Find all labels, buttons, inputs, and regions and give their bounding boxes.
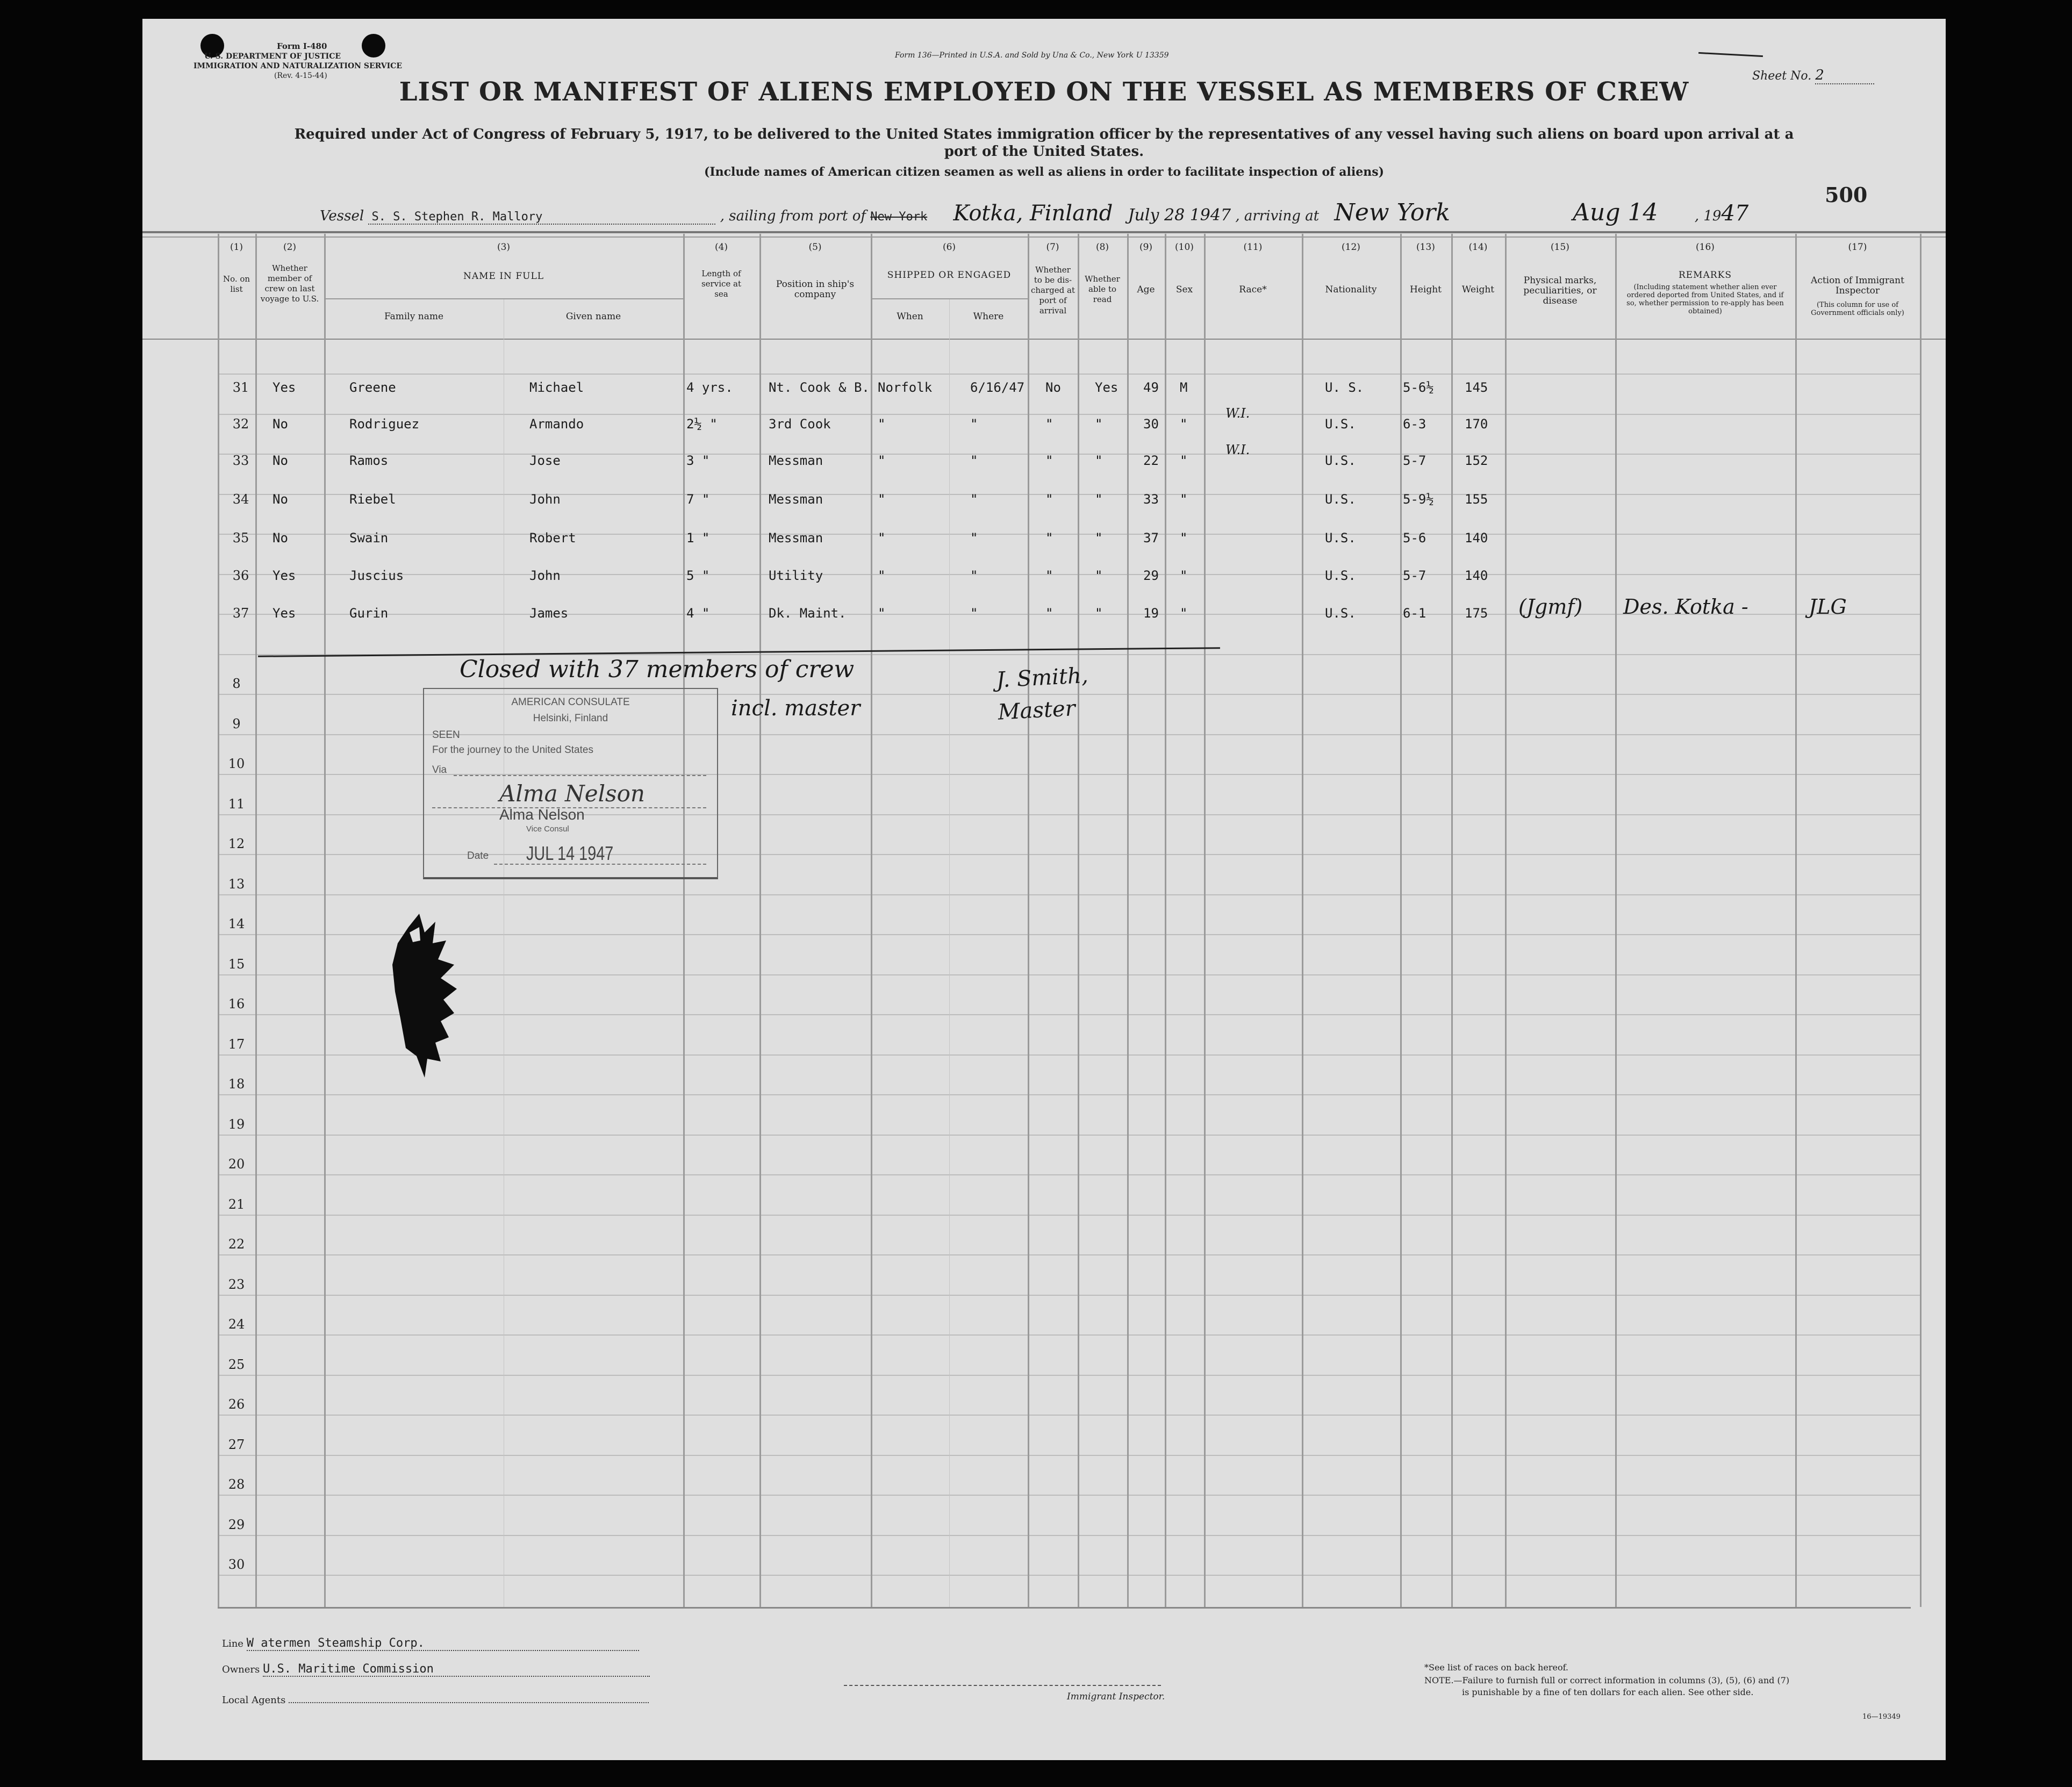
row-nationality: U.S. bbox=[1325, 453, 1356, 468]
row-age: 22 bbox=[1143, 453, 1159, 468]
col-header-discharged: Whether to be dis-charged at port of arrival bbox=[1031, 265, 1075, 315]
blank-row-number: 26 bbox=[228, 1397, 245, 1412]
blank-row-number: 20 bbox=[228, 1157, 245, 1172]
table-top-border-2 bbox=[142, 236, 1946, 238]
table-row bbox=[142, 524, 1946, 556]
blank-row-number: 9 bbox=[232, 716, 241, 731]
row-family-name: Ramos bbox=[349, 453, 389, 468]
row-action: JLG bbox=[1809, 595, 1847, 619]
stamp-line-1: AMERICAN CONSULATE bbox=[511, 697, 630, 708]
row-last-voyage: No bbox=[273, 417, 288, 432]
blank-row-number: 19 bbox=[228, 1116, 245, 1132]
row-line bbox=[218, 894, 1922, 895]
stamp-date: JUL 14 1947 bbox=[526, 842, 614, 864]
row-line bbox=[218, 974, 1922, 975]
stamp-name: Alma Nelson bbox=[499, 806, 585, 823]
row-nationality: U.S. bbox=[1325, 417, 1356, 432]
row-when: Norfolk bbox=[878, 380, 933, 395]
row-when: " bbox=[878, 417, 886, 432]
row-height: 5-6½ bbox=[1403, 380, 1434, 395]
row-service: 5 " bbox=[686, 568, 710, 583]
row-last-voyage: No bbox=[273, 492, 288, 507]
col-header-height: Height bbox=[1410, 284, 1442, 295]
col-num: (3) bbox=[497, 242, 511, 253]
col-num: (6) bbox=[942, 242, 956, 253]
stamp-line-2: Helsinki, Finland bbox=[533, 713, 608, 724]
subtitle-line-1: Required under Act of Congress of February 5, 1917, to be delivered to the United States immigration officer by the representatives of any vessel having such aliens on board upon arrival at a bbox=[294, 126, 1794, 142]
col-num: (11) bbox=[1243, 242, 1263, 253]
row-weight: 152 bbox=[1465, 453, 1488, 468]
vessel-line bbox=[320, 199, 1825, 226]
row-position: 3rd Cook bbox=[769, 417, 831, 432]
row-service: 7 " bbox=[686, 492, 710, 507]
races-note: *See list of races on back hereof. bbox=[1424, 1662, 1569, 1673]
row-no: 33 bbox=[232, 453, 249, 468]
row-no: 35 bbox=[232, 530, 249, 546]
stamp-seen: SEEN bbox=[432, 729, 460, 741]
row-where: 6/16/47 bbox=[970, 380, 1025, 395]
blank-row-number: 29 bbox=[228, 1517, 245, 1532]
row-discharged: " bbox=[1045, 568, 1053, 583]
col-header-position: Position in ship's company bbox=[776, 279, 855, 300]
row-weight: 140 bbox=[1465, 530, 1488, 546]
row-family-name: Juscius bbox=[349, 568, 404, 583]
year-suffix: 47 bbox=[1721, 201, 1749, 226]
row-read: " bbox=[1095, 530, 1103, 546]
row-family-name: Rodriguez bbox=[349, 417, 420, 432]
row-when: " bbox=[878, 568, 886, 583]
row-line bbox=[218, 1094, 1922, 1095]
row-position: Utility bbox=[769, 568, 823, 583]
row-height: 5-7 bbox=[1403, 453, 1426, 468]
row-line bbox=[218, 1375, 1922, 1376]
fine-note-2: is punishable by a fine of ten dollars for each alien. See other side. bbox=[1462, 1687, 1754, 1697]
row-sex: " bbox=[1180, 568, 1188, 583]
row-line bbox=[218, 1014, 1922, 1015]
row-race: W.I. bbox=[1225, 442, 1250, 457]
row-discharged: " bbox=[1045, 606, 1053, 621]
blank-row-number: 18 bbox=[228, 1076, 245, 1092]
blank-row-number: 8 bbox=[232, 676, 241, 691]
blank-row-number: 12 bbox=[228, 836, 245, 851]
row-discharged: " bbox=[1045, 530, 1053, 546]
table-bottom-border bbox=[218, 1607, 1911, 1609]
stamp-signature: Alma Nelson bbox=[499, 780, 645, 807]
row-height: 5-9½ bbox=[1403, 492, 1434, 507]
closing-note-2: incl. master bbox=[731, 696, 861, 721]
col-header-race: Race* bbox=[1239, 284, 1267, 295]
row-where: " bbox=[970, 417, 978, 432]
year-prefix: , 19 bbox=[1694, 208, 1722, 224]
row-family-name: Greene bbox=[349, 380, 396, 395]
service: IMMIGRATION AND NATURALIZATION SERVICE bbox=[193, 62, 402, 70]
row-discharged: No bbox=[1045, 380, 1061, 395]
col-header-remarks: REMARKS bbox=[1678, 270, 1732, 281]
col-header-remarks-note: (Including statement whether alien ever ordered deported from United States, and if so, whether permission to re-apply has been obtained) bbox=[1626, 283, 1784, 315]
row-discharged: " bbox=[1045, 417, 1053, 432]
row-line bbox=[218, 1135, 1922, 1136]
ink-blot bbox=[387, 911, 462, 1083]
row-where: " bbox=[970, 492, 978, 507]
blank-row-number: 17 bbox=[228, 1036, 245, 1052]
row-where: " bbox=[970, 568, 978, 583]
col-header-given-name: Given name bbox=[565, 311, 621, 322]
fine-note-1: NOTE.—Failure to furnish full or correct information in columns (3), (5), (6) and (7) bbox=[1424, 1675, 1790, 1685]
col-header-weight: Weight bbox=[1461, 284, 1495, 295]
blank-row-number: 27 bbox=[228, 1437, 245, 1452]
row-given-name: John bbox=[529, 492, 561, 507]
col-num: (13) bbox=[1416, 242, 1435, 253]
footer-agents bbox=[222, 1691, 813, 1706]
row-discharged: " bbox=[1045, 492, 1053, 507]
col-header-read: Whether able to read bbox=[1085, 274, 1120, 304]
row-age: 33 bbox=[1143, 492, 1159, 507]
sheet-number-label: Sheet No. bbox=[1752, 69, 1812, 83]
row-last-voyage: No bbox=[273, 453, 288, 468]
col-header-age: Age bbox=[1137, 284, 1155, 295]
col-num: (4) bbox=[714, 242, 728, 253]
row-nationality: U.S. bbox=[1325, 606, 1356, 621]
name-subheader-line bbox=[324, 298, 683, 299]
row-line bbox=[218, 934, 1922, 935]
header-bottom-border bbox=[142, 339, 1946, 340]
col-header-family-name: Family name bbox=[384, 311, 444, 322]
row-read: " bbox=[1095, 606, 1103, 621]
stamp-journey: For the journey to the United States bbox=[432, 744, 593, 756]
subtitle-line-2: port of the United States. bbox=[944, 143, 1144, 160]
row-sex: " bbox=[1180, 453, 1188, 468]
row-service: 3 " bbox=[686, 453, 710, 468]
consulate-stamp bbox=[423, 688, 718, 879]
row-remarks: Des. Kotka - bbox=[1623, 595, 1748, 619]
col-num: (16) bbox=[1696, 242, 1715, 253]
row-nationality: U.S. bbox=[1325, 492, 1356, 507]
punch-hole bbox=[362, 34, 385, 58]
arriving-label: , arriving at bbox=[1235, 208, 1320, 224]
port-struck: New York bbox=[870, 210, 928, 224]
vessel-label: Vessel bbox=[320, 208, 364, 224]
row-no: 32 bbox=[232, 417, 249, 432]
col-num: (7) bbox=[1046, 242, 1059, 253]
row-read: " bbox=[1095, 492, 1103, 507]
row-line bbox=[218, 1575, 1922, 1576]
page-title: LIST OR MANIFEST OF ALIENS EMPLOYED ON THE VESSEL AS MEMBERS OF CREW bbox=[399, 77, 1689, 107]
blank-row-number: 15 bbox=[228, 956, 245, 972]
row-position: Messman bbox=[769, 530, 823, 546]
header-dash bbox=[1698, 52, 1763, 57]
row-position: Dk. Maint. bbox=[769, 606, 847, 621]
row-family-name: Swain bbox=[349, 530, 389, 546]
row-family-name: Gurin bbox=[349, 606, 389, 621]
row-where: " bbox=[970, 530, 978, 546]
table-top-border bbox=[142, 231, 1946, 233]
row-read: Yes bbox=[1095, 380, 1119, 395]
row-height: 6-1 bbox=[1403, 606, 1426, 621]
row-given-name: James bbox=[529, 606, 569, 621]
row-when: " bbox=[878, 492, 886, 507]
row-service: 2½ " bbox=[686, 417, 718, 432]
row-line bbox=[218, 1295, 1922, 1296]
footer-line-value: W atermen Steamship Corp. bbox=[247, 1637, 639, 1651]
row-discharged: " bbox=[1045, 453, 1053, 468]
row-position: Nt. Cook & B. bbox=[769, 380, 870, 395]
row-weight: 175 bbox=[1465, 606, 1488, 621]
row-nationality: U.S. bbox=[1325, 568, 1356, 583]
shipped-subheader-line bbox=[871, 298, 1028, 299]
footer-owners bbox=[222, 1662, 813, 1677]
row-height: 5-7 bbox=[1403, 568, 1426, 583]
row-position: Messman bbox=[769, 453, 823, 468]
table-row bbox=[142, 562, 1946, 594]
footer-owners-label: Owners bbox=[222, 1664, 260, 1675]
row-no: 31 bbox=[232, 380, 249, 395]
row-last-voyage: Yes bbox=[273, 606, 296, 621]
blank-row-number: 30 bbox=[228, 1557, 245, 1572]
row-age: 37 bbox=[1143, 530, 1159, 546]
col-num: (1) bbox=[230, 242, 243, 253]
arriving-port: New York bbox=[1334, 199, 1451, 226]
row-weight: 145 bbox=[1465, 380, 1488, 395]
row-sex: " bbox=[1180, 417, 1188, 432]
row-age: 30 bbox=[1143, 417, 1159, 432]
row-age: 19 bbox=[1143, 606, 1159, 621]
col-header-service: Length of service at sea bbox=[701, 269, 742, 299]
row-nationality: U.S. bbox=[1325, 530, 1356, 546]
row-no: 34 bbox=[232, 492, 249, 507]
form-code: 16—19349 bbox=[1862, 1713, 1901, 1721]
row-family-name: Riebel bbox=[349, 492, 396, 507]
footer-line-label: Line bbox=[222, 1638, 243, 1649]
row-line bbox=[218, 1215, 1922, 1216]
col-header-name: NAME IN FULL bbox=[463, 271, 544, 282]
row-line bbox=[218, 1054, 1922, 1056]
footer-owners-value: U.S. Maritime Commission bbox=[263, 1662, 650, 1677]
row-line bbox=[218, 1334, 1922, 1336]
col-num: (14) bbox=[1468, 242, 1488, 253]
row-last-voyage: No bbox=[273, 530, 288, 546]
col-header-where: Where bbox=[973, 311, 1004, 322]
row-service: 4 " bbox=[686, 606, 710, 621]
row-race: W.I. bbox=[1225, 406, 1250, 421]
blank-row-number: 10 bbox=[228, 756, 245, 771]
subtitle-line-3: (Include names of American citizen seamen as well as aliens in order to facilitate inspection of aliens) bbox=[704, 165, 1385, 179]
form-id: Form I-480 bbox=[277, 41, 327, 51]
stamp-via: Via bbox=[432, 764, 447, 776]
col-header-no: No. on list bbox=[223, 274, 250, 294]
footer-agents-line bbox=[289, 1691, 649, 1703]
blank-row-number: 21 bbox=[228, 1196, 245, 1212]
row-height: 6-3 bbox=[1403, 417, 1426, 432]
blank-row-number: 22 bbox=[228, 1237, 245, 1252]
stamp-date-line bbox=[494, 864, 706, 865]
row-sex: M bbox=[1180, 380, 1188, 395]
row-weight: 140 bbox=[1465, 568, 1488, 583]
row-given-name: Armando bbox=[529, 417, 584, 432]
row-line bbox=[218, 1254, 1922, 1255]
row-line bbox=[218, 1455, 1922, 1456]
col-num: (8) bbox=[1095, 242, 1109, 253]
master-signature: J. Smith, Master bbox=[995, 663, 1089, 725]
table-row bbox=[142, 485, 1946, 518]
col-header-shipped: SHIPPED OR ENGAGED bbox=[887, 270, 1012, 281]
blank-row-number: 16 bbox=[228, 996, 245, 1011]
row-no: 37 bbox=[232, 606, 249, 621]
footer-agents-label: Local Agents bbox=[222, 1695, 286, 1706]
vessel-name: S. S. Stephen R. Mallory bbox=[368, 210, 715, 225]
row-read: " bbox=[1095, 568, 1103, 583]
col-num: (2) bbox=[283, 242, 297, 253]
col-header-last-voyage: Whether member of crew on last voyage to U.S. bbox=[260, 263, 319, 304]
col-num: (15) bbox=[1551, 242, 1569, 253]
row-position: Messman bbox=[769, 492, 823, 507]
blank-row-number: 11 bbox=[228, 796, 245, 812]
table-row bbox=[142, 374, 1946, 406]
row-last-voyage: Yes bbox=[273, 568, 296, 583]
footer-line bbox=[222, 1637, 813, 1651]
row-age: 49 bbox=[1143, 380, 1159, 395]
col-num: (9) bbox=[1139, 242, 1153, 253]
sheet-number-value: 2 bbox=[1815, 67, 1874, 84]
col-num: (17) bbox=[1848, 242, 1867, 253]
inspector-line bbox=[844, 1685, 1161, 1686]
row-where: " bbox=[970, 453, 978, 468]
stamp-via-line bbox=[454, 775, 706, 776]
row-sex: " bbox=[1180, 492, 1188, 507]
table-row bbox=[142, 595, 1946, 631]
row-line bbox=[218, 1174, 1922, 1175]
col-header-when: When bbox=[897, 311, 923, 322]
col-num: (10) bbox=[1175, 242, 1194, 253]
department: U. S. DEPARTMENT OF JUSTICE bbox=[204, 52, 341, 61]
stamp-role: Vice Consul bbox=[526, 824, 569, 834]
row-given-name: Jose bbox=[529, 453, 561, 468]
closing-note: Closed with 37 members of crew bbox=[460, 656, 855, 683]
blank-row-number: 24 bbox=[228, 1317, 245, 1332]
row-weight: 170 bbox=[1465, 417, 1488, 432]
row-physical-marks: (Jgmf) bbox=[1518, 595, 1583, 619]
manifest-number: 500 bbox=[1825, 183, 1868, 207]
row-line bbox=[218, 1415, 1922, 1416]
row-line bbox=[218, 1535, 1922, 1536]
table-row bbox=[142, 442, 1946, 479]
row-service: 4 yrs. bbox=[686, 380, 733, 395]
col-header-action: Action of Immigrant Inspector bbox=[1811, 275, 1904, 296]
row-height: 5-6 bbox=[1403, 530, 1426, 546]
col-num: (12) bbox=[1342, 242, 1360, 253]
blank-row-number: 23 bbox=[228, 1276, 245, 1292]
row-service: 1 " bbox=[686, 530, 710, 546]
printer-note: Form 136—Printed in U.S.A. and Sold by Una & Co., New York U 13359 bbox=[895, 51, 1169, 60]
revision: (Rev. 4-15-44) bbox=[274, 71, 327, 80]
blank-row-number: 13 bbox=[228, 876, 245, 892]
blank-row-number: 28 bbox=[228, 1477, 245, 1492]
row-when: " bbox=[878, 530, 886, 546]
row-weight: 155 bbox=[1465, 492, 1488, 507]
row-line bbox=[218, 1495, 1922, 1496]
row-given-name: Robert bbox=[529, 530, 576, 546]
manifest-sheet bbox=[142, 19, 1946, 1760]
row-when: " bbox=[878, 606, 886, 621]
blank-row-number: 14 bbox=[228, 916, 245, 931]
row-age: 29 bbox=[1143, 568, 1159, 583]
row-no: 36 bbox=[232, 568, 249, 583]
stamp-date-label: Date bbox=[467, 850, 489, 862]
row-last-voyage: Yes bbox=[273, 380, 296, 395]
inspector-label: Immigrant Inspector. bbox=[1067, 1691, 1165, 1702]
row-sex: " bbox=[1180, 606, 1188, 621]
port-handwritten: Kotka, Finland bbox=[953, 201, 1113, 226]
table-row bbox=[142, 406, 1946, 442]
row-where: " bbox=[970, 606, 978, 621]
col-header-nationality: Nationality bbox=[1325, 284, 1377, 295]
row-nationality: U. S. bbox=[1325, 380, 1364, 395]
col-num: (5) bbox=[808, 242, 822, 253]
row-sex: " bbox=[1180, 530, 1188, 546]
arrival-date: Aug 14 bbox=[1573, 199, 1658, 226]
col-header-action-note: (This column for use of Government officials only) bbox=[1811, 301, 1904, 317]
col-header-physical-marks: Physical marks, peculiarities, or disease bbox=[1523, 275, 1597, 306]
date-handwritten: July 28 1947 bbox=[1128, 206, 1231, 225]
row-when: " bbox=[878, 453, 886, 468]
row-given-name: John bbox=[529, 568, 561, 583]
sailing-label: , sailing from port of bbox=[720, 208, 866, 224]
col-header-sex: Sex bbox=[1175, 284, 1193, 295]
row-read: " bbox=[1095, 417, 1103, 432]
row-given-name: Michael bbox=[529, 380, 584, 395]
blank-row-number: 25 bbox=[228, 1357, 245, 1372]
row-read: " bbox=[1095, 453, 1103, 468]
